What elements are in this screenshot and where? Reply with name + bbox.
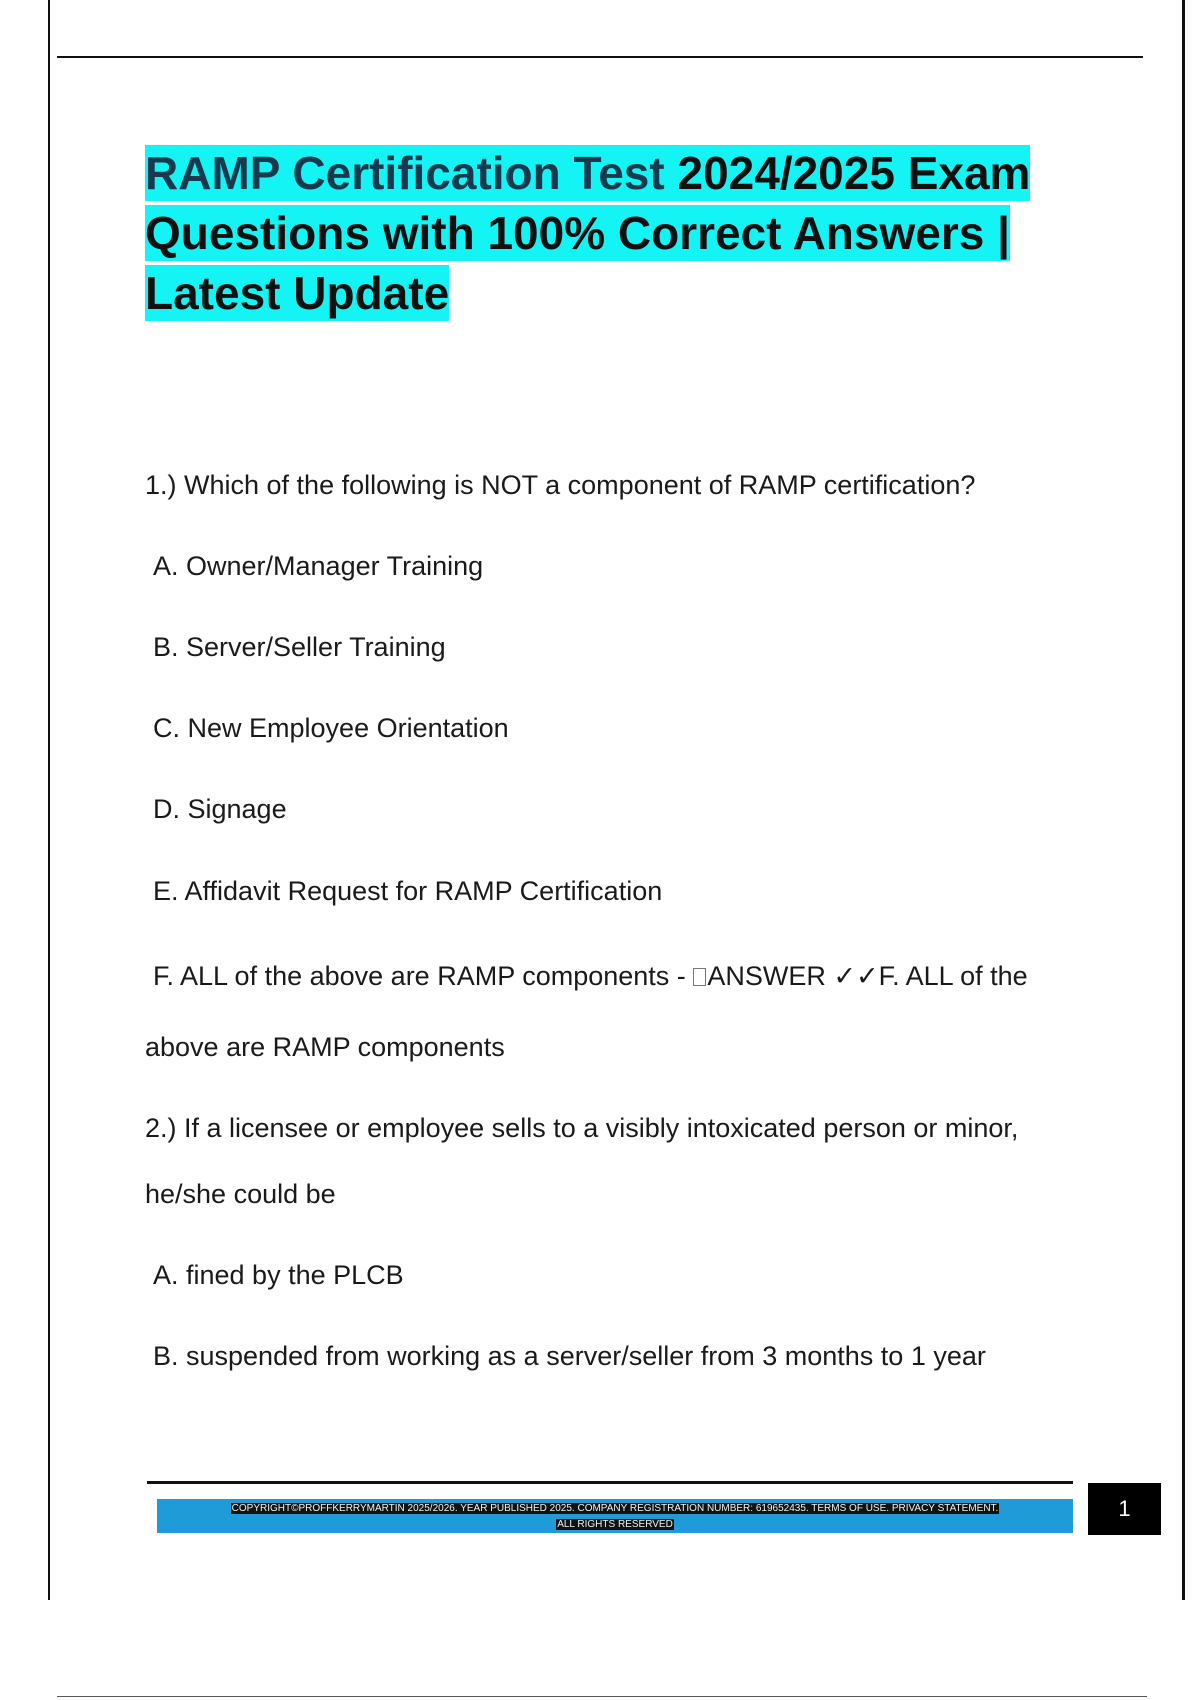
page-border-left bbox=[48, 0, 50, 1600]
q1-option-c: C. New Employee Orientation bbox=[153, 713, 509, 743]
q2-option-a: A. fined by the PLCB bbox=[153, 1260, 404, 1290]
footer-rule bbox=[147, 1481, 1073, 1484]
title-line-1: RAMP Certification Test 2024/2025 Exam bbox=[145, 147, 1031, 199]
header-rule bbox=[57, 56, 1143, 58]
double-check-icon: ✓✓ bbox=[833, 961, 879, 992]
q1-option-a: A. Owner/Manager Training bbox=[153, 551, 484, 581]
q1-option-d: D. Signage bbox=[153, 794, 287, 824]
footer-copyright-line-1: COPYRIGHT©PROFFKERRYMARTIN 2025/2026. YEAR PUBLISHED 2025. COMPANY REGISTRATION NUMBER: 619652435. TERMS OF USE. PRIVACY STATEMENT. bbox=[231, 1503, 999, 1514]
next-page-rule bbox=[57, 1696, 1147, 1697]
document-title bbox=[145, 143, 1105, 323]
q1-answer-continuation: above are RAMP components bbox=[145, 1032, 505, 1062]
title-line-3: Latest Update bbox=[145, 267, 450, 319]
question-1: 1.) Which of the following is NOT a component of RAMP certification? bbox=[145, 470, 976, 500]
page-border-right bbox=[1182, 0, 1185, 1600]
q2-option-b: B. suspended from working as a server/seller from 3 months to 1 year bbox=[153, 1341, 986, 1371]
q1-option-e: E. Affidavit Request for RAMP Certification bbox=[153, 876, 663, 906]
footer-copyright bbox=[157, 1501, 1073, 1533]
q1-option-b: B. Server/Seller Training bbox=[153, 632, 446, 662]
question-2-line-2: he/she could be bbox=[145, 1179, 336, 1209]
footer-copyright-line-2: ALL RIGHTS RESERVED bbox=[557, 1519, 673, 1530]
title-line-2: Questions with 100% Correct Answers | bbox=[145, 207, 1010, 259]
page-number: 1 bbox=[1088, 1483, 1161, 1535]
question-2-line-1: 2.) If a licensee or employee sells to a visibly intoxicated person or minor, bbox=[145, 1113, 1019, 1143]
q1-option-f-with-answer: F. ALL of the above are RAMP components - ANSWER ✓✓F. ALL of the bbox=[153, 961, 1028, 992]
missing-glyph-icon bbox=[693, 968, 706, 986]
